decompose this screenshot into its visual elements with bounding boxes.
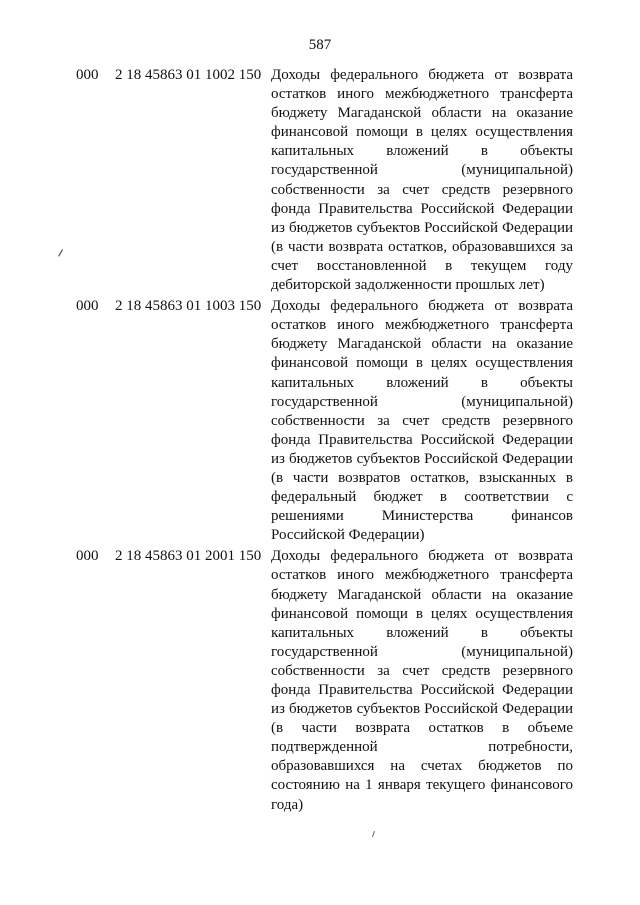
budget-classification-code: 2 18 45863 01 1003 150	[115, 298, 262, 315]
budget-classification-code: 2 18 45863 01 2001 150	[115, 548, 262, 565]
admin-code: 000	[76, 67, 99, 83]
admin-code: 000	[76, 548, 99, 565]
classification-entry	[0, 66, 640, 295]
income-description: Доходы федерального бюджета от возврата остатков иного межбюджетного трансферта бюджету Магаданской области на оказание финансовой помощи в целях осуществления капитальных вложений в объекты государственной (муниципальной) собственности за счет средств резервного фонда Правительства Российской Федерации из бюджетов субъектов Российской Федерации (в части возвратов остатков, взысканных в федеральный бюджет в соответствии с решениями Министерства финансов Российской Федерации)	[271, 298, 573, 544]
classification-entry	[0, 297, 640, 545]
income-description: Доходы федерального бюджета от возврата остатков иного межбюджетного трансферта бюджету Магаданской области на оказание финансовой помощи в целях осуществления капитальных вложений в объекты государственной (муниципальной) собственности за счет средств резервного фонда Правительства Российской Федерации из бюджетов субъектов Российской Федерации (в части возврата остатков в объеме подтвержденной потребности, образовавшихся на счетах бюджетов по состоянию на 1 января текущего финансового года)	[271, 548, 573, 813]
scan-mark	[372, 831, 375, 837]
budget-classification-code: 2 18 45863 01 1002 150	[115, 67, 262, 83]
classification-entry	[0, 547, 640, 814]
income-description: Доходы федерального бюджета от возврата остатков иного межбюджетного трансферта бюджету Магаданской области на оказание финансовой помощи в целях осуществления капитальных вложений в объекты государственной (муниципальной) собственности за счет средств резервного фонда Правительства Российской Федерации из бюджетов субъектов Российской Федерации (в части возврата остатков, образовавшихся за счет восстановленной в текущем году дебиторской задолженности прошлых лет)	[271, 67, 573, 294]
classification-entries	[0, 66, 640, 817]
admin-code: 000	[76, 298, 99, 315]
page-number: 587	[308, 37, 332, 53]
